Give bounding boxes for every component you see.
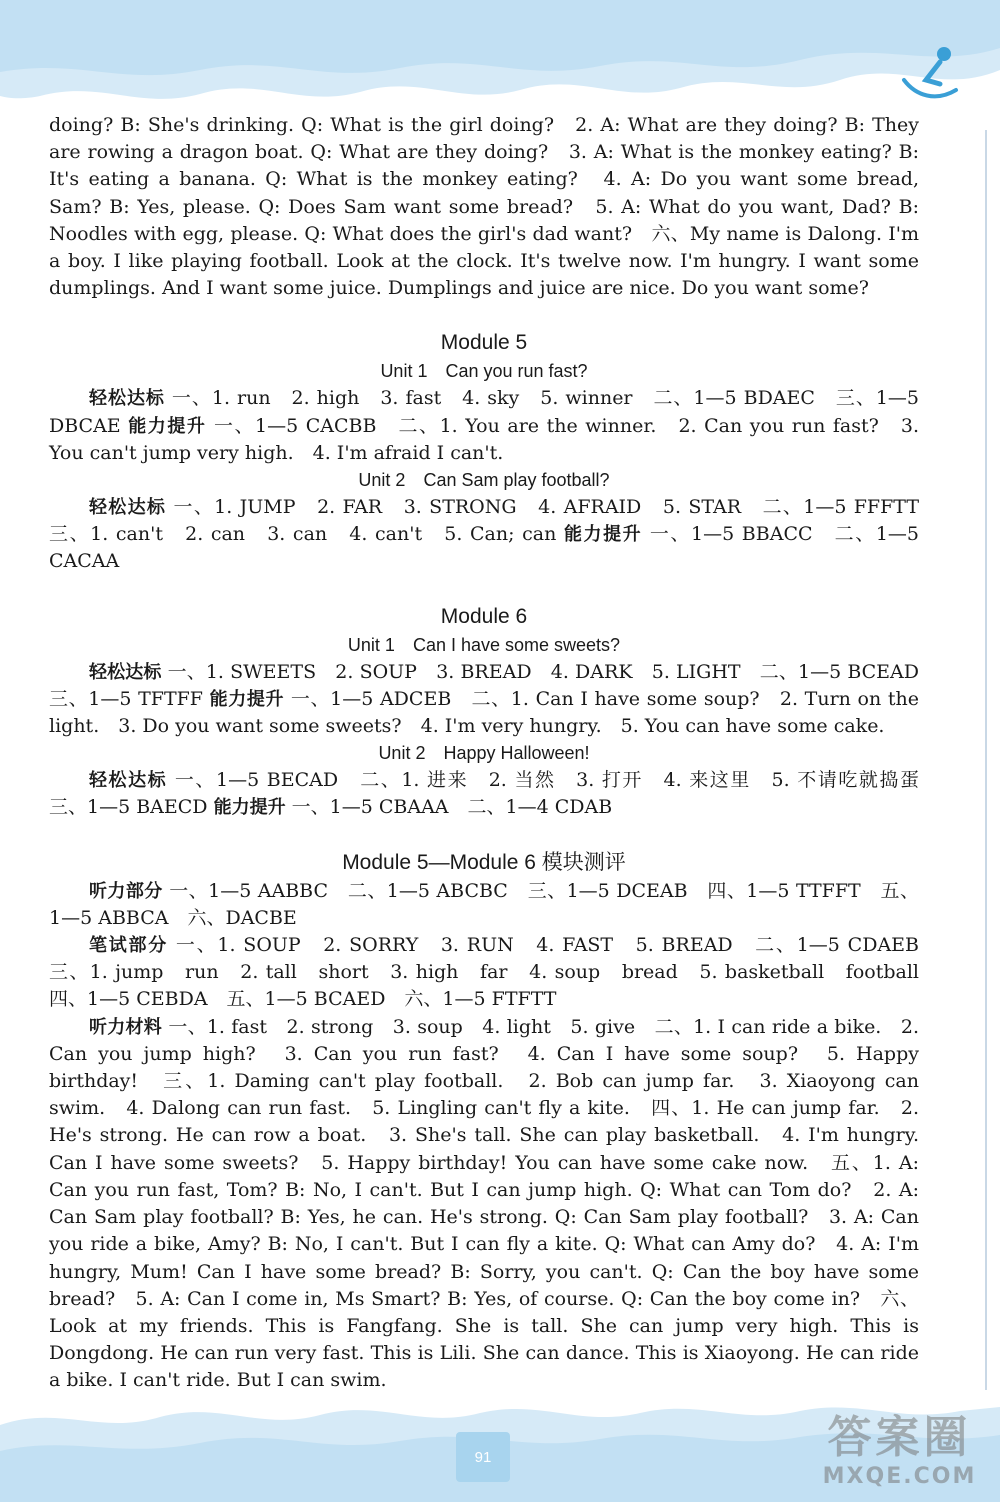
module6-unit2-answers [49, 767, 939, 821]
answer-text: 一、1. SOUP 2. SORRY 3. RUN 4. FAST 5. BREAD 二、1—5 CDAEB 三、1. jump run 2. tall short 3. high far 4. soup bread 5. basketball football 四、1—5 CEBDA 五、1—5 BCAED 六、1—5 FTFTT [49, 934, 939, 1011]
answer-text: 一、1. fast 2. strong 3. soup 4. light 5. give 二、1. I can ride a bike. 2. Can you jump high? 3. Can you run fast? 4. Can I have some soup? 5. Happy birthday! 三、1. Daming can't play football. 2. Bob can jump far. 3. Xiaoyong can swim. 4. Dalong can run fast. 5. Lingling can't fly a kite. 四、1. He can jump far. 2. He's strong. He can row a boat. 3. She's tall. She can play basketball. 4. I'm hungry. Can I have some sweets? 5. Happy birthday! You can have some cake now. 五、1. A: Can you run fast, Tom? B: No, I can't. But I can jump high. Q: What can Tom do? 2. A: Can Sam play football? B: Yes, he can. He's strong. Q: Can Sam play football? 3. A: Can you ride a bike, Amy? B: No, I can't. But I can fly a kite. Q: What can Amy do? 4. A: I'm hungry, Mum! Can I have some bread? B: Sorry, you can't. Q: Can the boy have some bread? 5. A: Can I come in, Ms Smart? B: Yes, of course. Q: Can the boy come in? 六、Look at my friends. This is Fangfang. She is tall. She can jump very high. This is Dongdong. He can run very fast. This is Lili. She can dance. This is Xiaoyong. He can ride a bike. I can't ride. But I can swim. [49, 1015, 919, 1392]
module5-unit1-title: Unit 1 Can you run fast? [380, 361, 588, 382]
written-answers [49, 932, 939, 1014]
section-tag: 轻松达标 [89, 661, 162, 683]
section-tag: 能力提升 [213, 797, 286, 819]
answer-text: 一、1. SWEETS 2. SOUP 3. BREAD 4. DARK 5. LIGHT 二、1—5 BCEAD 三、1—5 TFTFF [49, 660, 939, 710]
answer-text: 一、1. run 2. high 3. fast 4. sky 5. winner 二、1—5 BDAEC 三、1—5 DBCAE [49, 387, 919, 437]
section-tag: 笔试部分 [89, 935, 169, 957]
listening-answers [49, 878, 919, 932]
answer-text: 一、1—5 AABBC 二、1—5 ABCBC 三、1—5 DCEAB 四、1—5 TTFFT 五、1—5 ABBCA 六、DACBE [49, 879, 919, 929]
section-tag: 能力提升 [209, 688, 285, 710]
module6-unit1-answers [49, 659, 939, 741]
answer-content [49, 112, 939, 1395]
section-tag: 听力部分 [89, 880, 163, 902]
page-number: 91 [456, 1432, 510, 1482]
right-margin-rule [985, 130, 987, 1390]
module6-unit1-title: Unit 1 Can I have some sweets? [347, 634, 621, 655]
answer-text: 一、1—5 CACBB 二、1. You are the winner. 2. Can you run fast? 3. You can't jump very high. 4. I'm afraid I can't. [49, 414, 920, 464]
top-wave-decoration [0, 0, 1000, 110]
answer-text: 一、1—5 BECAD 二、1. 进来 2. 当然 3. 打开 4. 来这里 5. 不请吃就捣蛋 三、1—5 BAECD [49, 769, 939, 819]
section-tag: 轻松达标 [89, 388, 165, 410]
watermark-logo [812, 1412, 987, 1494]
watermark-text: 答案圈 [827, 1412, 972, 1463]
intro-paragraph: doing? B: She's drinking. Q: What is the girl doing? 2. A: What are they doing? B: They are rowing a dragon boat. Q: What are they doing? 3. A: What is the monkey eating? B: It's eating a banana. Q: What is the monkey eating? 4. A: Do you want some bread, Sam? B: Yes, please. Q: Does Sam want some bread? 5. A: What do you want, Dad? B: Noodles with egg, please. Q: What does the girl's dad want? 六、My name is Dalong. I'm a boy. I like playing football. Look at the clock. It's twelve now. I'm hungry. I want some dumplings. And I want some juice. Dumplings and juice are nice. Do you want some? [49, 114, 919, 300]
answer-text: 一、1—5 BBACC 二、1—5 CACAA [49, 523, 919, 573]
skier-icon [896, 40, 966, 110]
answer-text: 一、1—5 ADCEB 二、1. Can I have some soup? 2. Turn on the light. 3. Do you want some sweets? 4. I'm very hungry. 5. You can have some cake. [49, 687, 920, 738]
answer-text: 一、1. JUMP 2. FAR 3. STRONG 4. AFRAID 5. STAR 二、1—5 FFFTT 三、1. can't 2. can 3. can 4. can't 5. Can; can [49, 496, 939, 546]
watermark-url: MXQE.COM [822, 1464, 977, 1489]
section-tag: 轻松达标 [89, 497, 167, 519]
module5-unit2-answers [49, 494, 939, 576]
section-tag: 轻松达标 [89, 770, 168, 792]
module6-title: Module 6 [440, 604, 528, 628]
module5-title: Module 5 [440, 331, 528, 355]
answer-text: 一、1—5 CBAAA 二、1—4 CDAB [291, 796, 613, 819]
listening-material [49, 1014, 919, 1395]
section-tag: 能力提升 [128, 415, 207, 437]
module6-unit2-title: Unit 2 Happy Halloween! [378, 743, 590, 764]
module5-unit1-answers [49, 385, 919, 467]
section-tag: 听力材料 [89, 1016, 163, 1038]
section-tag: 能力提升 [563, 524, 643, 546]
test-title: Module 5—Module 6 模块测评 [342, 850, 626, 874]
module5-unit2-title: Unit 2 Can Sam play football? [358, 470, 610, 491]
